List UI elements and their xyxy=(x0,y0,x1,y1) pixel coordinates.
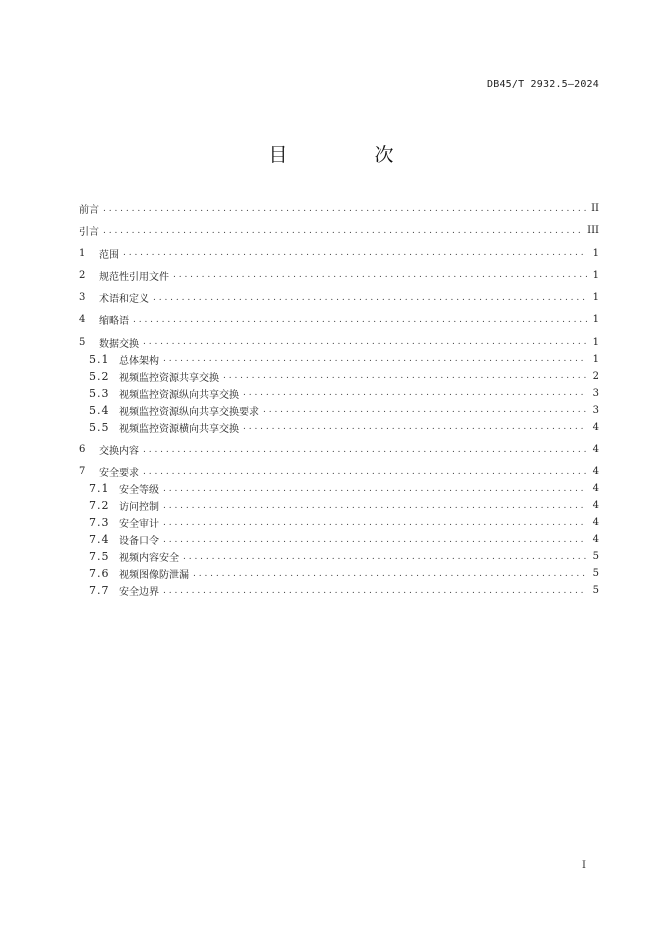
toc-entry-page: 4 xyxy=(592,500,599,512)
toc-dot-leader xyxy=(143,467,587,477)
toc-entry-number: 3 xyxy=(79,292,86,304)
toc-entry[interactable] xyxy=(79,351,599,368)
toc-entry[interactable] xyxy=(79,267,599,284)
toc-entry-page: 4 xyxy=(592,444,599,456)
toc-dot-leader xyxy=(193,569,587,579)
toc-entry-label: 交换内容 xyxy=(99,446,139,458)
toc-dot-leader xyxy=(143,337,587,347)
toc-entry-label: 视频内容安全 xyxy=(119,553,179,565)
toc-entry[interactable] xyxy=(79,565,599,582)
toc-entry-page: 5 xyxy=(592,551,599,563)
toc-dot-leader xyxy=(143,445,587,455)
toc-dot-leader xyxy=(163,586,587,596)
toc-entry-page: III xyxy=(587,225,599,237)
toc-dot-leader xyxy=(103,204,587,214)
toc-entry-page: 4 xyxy=(592,517,599,529)
page-number: I xyxy=(582,860,586,871)
toc-entry-number: 7.7 xyxy=(89,584,110,598)
toc-dot-leader xyxy=(243,422,587,432)
toc-entry-number: 7.5 xyxy=(89,550,110,564)
toc-entry-number: 7.4 xyxy=(89,533,110,547)
table-of-contents xyxy=(79,200,599,599)
toc-dot-leader xyxy=(103,226,583,236)
toc-entry[interactable] xyxy=(79,514,599,531)
toc-entry-page: 3 xyxy=(592,404,599,416)
toc-dot-leader xyxy=(153,293,587,303)
toc-dot-leader xyxy=(163,535,587,545)
toc-entry-number: 6 xyxy=(79,444,86,456)
toc-entry-label: 视频监控资源横向共享交换 xyxy=(119,423,239,435)
toc-entry-number: 7.3 xyxy=(89,516,110,530)
toc-dot-leader xyxy=(163,518,587,528)
toc-entry-page: 1 xyxy=(592,247,599,259)
toc-dot-leader xyxy=(183,552,587,562)
toc-entry[interactable] xyxy=(79,402,599,419)
toc-dot-leader xyxy=(123,248,587,258)
toc-entry-label: 前言 xyxy=(79,205,99,216)
toc-entry-page: 1 xyxy=(592,292,599,304)
toc-entry[interactable] xyxy=(79,289,599,306)
toc-entry[interactable] xyxy=(79,463,599,480)
toc-entry-label: 视频监控资源纵向共享交换 xyxy=(119,389,239,401)
toc-entry[interactable] xyxy=(79,419,599,436)
toc-entry-page: 1 xyxy=(592,336,599,348)
toc-entry[interactable] xyxy=(79,245,599,262)
toc-entry-label: 访问控制 xyxy=(119,502,159,514)
toc-entry-label: 安全要求 xyxy=(99,468,139,480)
toc-entry-number: 5.4 xyxy=(89,403,110,417)
toc-entry[interactable] xyxy=(79,311,599,328)
toc-entry-page: 5 xyxy=(592,568,599,580)
toc-entry-page: II xyxy=(591,203,599,214)
toc-entry[interactable] xyxy=(79,368,599,385)
toc-entry-page: 1 xyxy=(592,353,599,365)
toc-entry[interactable] xyxy=(79,480,599,497)
toc-entry-label: 总体架构 xyxy=(119,355,159,367)
toc-entry[interactable] xyxy=(79,497,599,514)
page-title: 目 次 xyxy=(268,144,428,166)
toc-entry-page: 1 xyxy=(592,314,599,326)
toc-entry-page: 1 xyxy=(592,269,599,281)
toc-dot-leader xyxy=(133,315,587,325)
toc-entry-number: 4 xyxy=(79,314,86,326)
toc-entry-number: 2 xyxy=(79,269,86,281)
toc-entry-page: 4 xyxy=(592,466,599,478)
toc-entry-number: 5 xyxy=(79,336,86,348)
toc-entry-label: 数据交换 xyxy=(99,338,139,350)
toc-entry-number: 5.2 xyxy=(89,369,110,383)
toc-entry-page: 3 xyxy=(592,387,599,399)
toc-entry-page: 4 xyxy=(592,421,599,433)
toc-entry-page: 2 xyxy=(592,370,599,382)
document-code: DB45/T 2932.5—2024 xyxy=(487,79,599,90)
toc-entry-number: 5.1 xyxy=(89,352,110,366)
toc-dot-leader xyxy=(173,270,587,280)
toc-entry-label: 安全审计 xyxy=(119,519,159,531)
toc-entry-label: 安全边界 xyxy=(119,587,159,599)
toc-entry-number: 7 xyxy=(79,466,86,478)
toc-entry-label: 设备口令 xyxy=(119,536,159,548)
toc-dot-leader xyxy=(163,484,587,494)
toc-entry[interactable] xyxy=(79,441,599,458)
toc-entry-page: 4 xyxy=(592,534,599,546)
toc-entry-label: 视频监控资源共享交换 xyxy=(119,372,219,384)
toc-entry-number: 1 xyxy=(79,247,86,259)
toc-entry-label: 规范性引用文件 xyxy=(99,271,169,283)
toc-entry-label: 视频监控资源纵向共享交换要求 xyxy=(119,406,259,418)
toc-dot-leader xyxy=(263,405,587,415)
toc-entry-label: 范围 xyxy=(99,249,119,261)
toc-entry-number: 5.5 xyxy=(89,420,110,434)
toc-entry[interactable] xyxy=(79,385,599,402)
toc-dot-leader xyxy=(223,371,587,381)
toc-entry-number: 7.6 xyxy=(89,567,110,581)
toc-entry-label: 安全等级 xyxy=(119,485,159,497)
toc-dot-leader xyxy=(243,388,587,398)
toc-entry-number: 5.3 xyxy=(89,386,110,400)
toc-entry[interactable] xyxy=(79,200,599,217)
toc-entry[interactable] xyxy=(79,222,599,239)
toc-entry-number: 7.2 xyxy=(89,499,110,513)
toc-entry-label: 缩略语 xyxy=(99,316,129,328)
toc-entry[interactable] xyxy=(79,582,599,599)
toc-dot-leader xyxy=(163,354,587,364)
toc-entry-label: 术语和定义 xyxy=(99,294,149,306)
toc-entry-page: 4 xyxy=(592,483,599,495)
toc-entry[interactable] xyxy=(79,334,599,351)
toc-dot-leader xyxy=(163,501,587,511)
toc-entry-page: 5 xyxy=(592,585,599,597)
toc-entry[interactable] xyxy=(79,531,599,548)
toc-entry-label: 引言 xyxy=(79,227,99,239)
toc-entry[interactable] xyxy=(79,548,599,565)
toc-entry-number: 7.1 xyxy=(89,482,110,496)
toc-entry-label: 视频图像防泄漏 xyxy=(119,570,189,582)
